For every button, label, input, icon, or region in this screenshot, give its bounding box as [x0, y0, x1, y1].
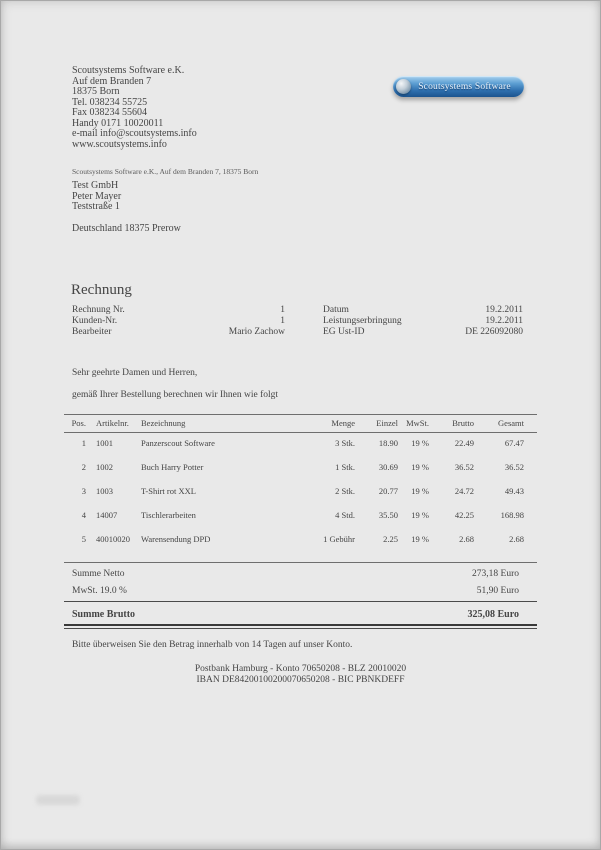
cell-bezeichnung: Buch Harry Potter: [141, 462, 204, 472]
meta-value-invoice-no: 1: [280, 305, 285, 315]
col-header-mwst: MwSt.: [406, 418, 429, 428]
cell-pos: 1: [81, 438, 86, 448]
cell-artikelnr: 1001: [96, 438, 113, 448]
cell-brutto: 36.52: [454, 462, 474, 472]
table-row: [0, 510, 601, 522]
cell-artikelnr: 1002: [96, 462, 113, 472]
col-header-artikelnr: Artikelnr.: [96, 418, 129, 428]
brutto-rule-thick: [64, 624, 537, 626]
table-bottom-rule: [64, 562, 537, 563]
cell-brutto: 22.49: [454, 438, 474, 448]
col-header-einzel: Einzel: [376, 418, 398, 428]
cell-pos: 2: [81, 462, 86, 472]
table-row: [0, 534, 601, 546]
cell-einzel: 30.69: [378, 462, 398, 472]
cell-gesamt: 168.98: [500, 510, 524, 520]
greeting-line: Sehr geehrte Damen und Herren,: [72, 368, 198, 378]
recipient-company: Test GmbH: [72, 180, 119, 191]
recipient-address-block: [72, 181, 121, 213]
col-header-bezeichnung: Bezeichnung: [141, 418, 186, 428]
mwst-value: 51,90 Euro: [476, 586, 519, 596]
meta-label-vat-id: EG Ust-ID: [323, 327, 365, 337]
recipient-street: Teststraße 1: [72, 201, 120, 212]
sender-street: Auf dem Branden 7: [72, 75, 152, 87]
sender-email: e-mail info@scoutsystems.info: [72, 128, 197, 139]
col-header-menge: Menge: [331, 418, 355, 428]
cell-brutto: 2.68: [459, 534, 474, 544]
cell-gesamt: 49.43: [504, 486, 524, 496]
col-header-pos: Pos.: [71, 418, 86, 428]
cell-menge: 2 Stk.: [335, 486, 355, 496]
table-header-row: [0, 418, 601, 430]
mwst-label: MwSt. 19.0 %: [72, 586, 127, 596]
col-header-gesamt: Gesamt: [498, 418, 524, 428]
table-header-rule: [64, 432, 537, 433]
cell-menge: 3 Stk.: [335, 438, 355, 448]
cell-einzel: 20.77: [378, 486, 398, 496]
cell-bezeichnung: Warensendung DPD: [141, 534, 211, 544]
sender-website: www.scoutsystems.info: [72, 138, 167, 150]
cell-einzel: 35.50: [378, 510, 398, 520]
table-top-rule: [64, 414, 537, 415]
totals-brutto-row: [0, 610, 601, 622]
cell-bezeichnung: Panzerscout Software: [141, 438, 215, 448]
intro-line: gemäß Ihrer Bestellung berechnen wir Ihnen wie folgt: [72, 390, 279, 400]
cell-mwst: 19 %: [411, 534, 429, 544]
brutto-label: Summe Brutto: [72, 609, 136, 620]
meta-label-date: Datum: [323, 305, 349, 315]
payment-note: Bitte überweisen Sie den Betrag innerhalb von 14 Tagen auf unser Konto.: [72, 640, 353, 650]
sender-contact-block: [72, 66, 197, 150]
meta-label-service-date: Leistungserbringung: [323, 316, 402, 326]
totals-netto-row: [0, 569, 601, 581]
address-window-sender-line: Scoutsystems Software e.K., Auf dem Branden 7, 18375 Born: [72, 167, 259, 176]
cell-mwst: 19 %: [411, 438, 429, 448]
cell-gesamt: 2.68: [509, 534, 524, 544]
brutto-rule-thin: [64, 628, 537, 629]
cell-menge: 1 Stk.: [335, 462, 355, 472]
netto-value: 273,18 Euro: [472, 569, 519, 579]
cell-artikelnr: 14007: [96, 510, 118, 520]
meta-value-vat-id: DE 226092080: [465, 327, 523, 337]
totals-mwst-row: [0, 586, 601, 598]
cell-pos: 4: [81, 510, 86, 520]
meta-value-customer-no: 1: [280, 316, 285, 326]
cell-einzel: 18.90: [378, 438, 398, 448]
cell-gesamt: 67.47: [504, 438, 524, 448]
meta-value-date: 19.2.2011: [485, 305, 523, 315]
table-row: [0, 486, 601, 498]
meta-value-service-date: 19.2.2011: [485, 316, 523, 326]
col-header-brutto: Brutto: [452, 418, 474, 428]
cell-pos: 5: [81, 534, 86, 544]
cell-menge: 4 Std.: [335, 510, 355, 520]
bank-details-line1: Postbank Hamburg - Konto 70650208 - BLZ 20010020: [194, 664, 407, 674]
logo-label: Scoutsystems Software: [418, 81, 511, 92]
sender-tel: Tel. 038234 55725: [72, 96, 148, 108]
bank-details-line2: IBAN DE84200100200070650208 - BIC PBNKDEFF: [196, 675, 405, 685]
cell-artikelnr: 1003: [96, 486, 113, 496]
table-row: [0, 438, 601, 450]
cell-gesamt: 36.52: [504, 462, 524, 472]
meta-label-customer-no: Kunden-Nr.: [72, 316, 118, 326]
netto-label: Summe Netto: [72, 569, 125, 579]
logo-globe-icon: [396, 79, 411, 94]
cell-brutto: 24.72: [454, 486, 474, 496]
meta-label-clerk: Bearbeiter: [72, 327, 112, 337]
table-row: [0, 462, 601, 474]
sender-city: 18375 Born: [72, 86, 120, 97]
cell-mwst: 19 %: [411, 486, 429, 496]
cell-artikelnr: 40010020: [96, 534, 130, 544]
cell-bezeichnung: Tischlerarbeiten: [141, 510, 196, 520]
page-title: Rechnung: [71, 282, 132, 298]
cell-bezeichnung: T-Shirt rot XXL: [141, 486, 196, 496]
sender-fax: Fax 038234 55604: [72, 107, 147, 118]
cell-brutto: 42.25: [454, 510, 474, 520]
cell-pos: 3: [81, 486, 86, 496]
brutto-value: 325,08 Euro: [467, 609, 519, 620]
watermark: [36, 795, 80, 805]
recipient-person: Peter Mayer: [72, 190, 122, 202]
cell-einzel: 2.25: [383, 534, 398, 544]
company-logo: [393, 76, 524, 97]
cell-mwst: 19 %: [411, 462, 429, 472]
sender-name: Scoutsystems Software e.K.: [72, 65, 185, 76]
cell-mwst: 19 %: [411, 510, 429, 520]
meta-label-invoice-no: Rechnung Nr.: [72, 305, 125, 315]
meta-value-clerk: Mario Zachow: [228, 327, 285, 337]
cell-menge: 1 Gebühr: [323, 534, 355, 544]
sender-mobile: Handy 0171 10020011: [72, 117, 164, 129]
totals-rule: [64, 601, 537, 602]
recipient-country-line: Deutschland 18375 Prerow: [72, 223, 181, 234]
